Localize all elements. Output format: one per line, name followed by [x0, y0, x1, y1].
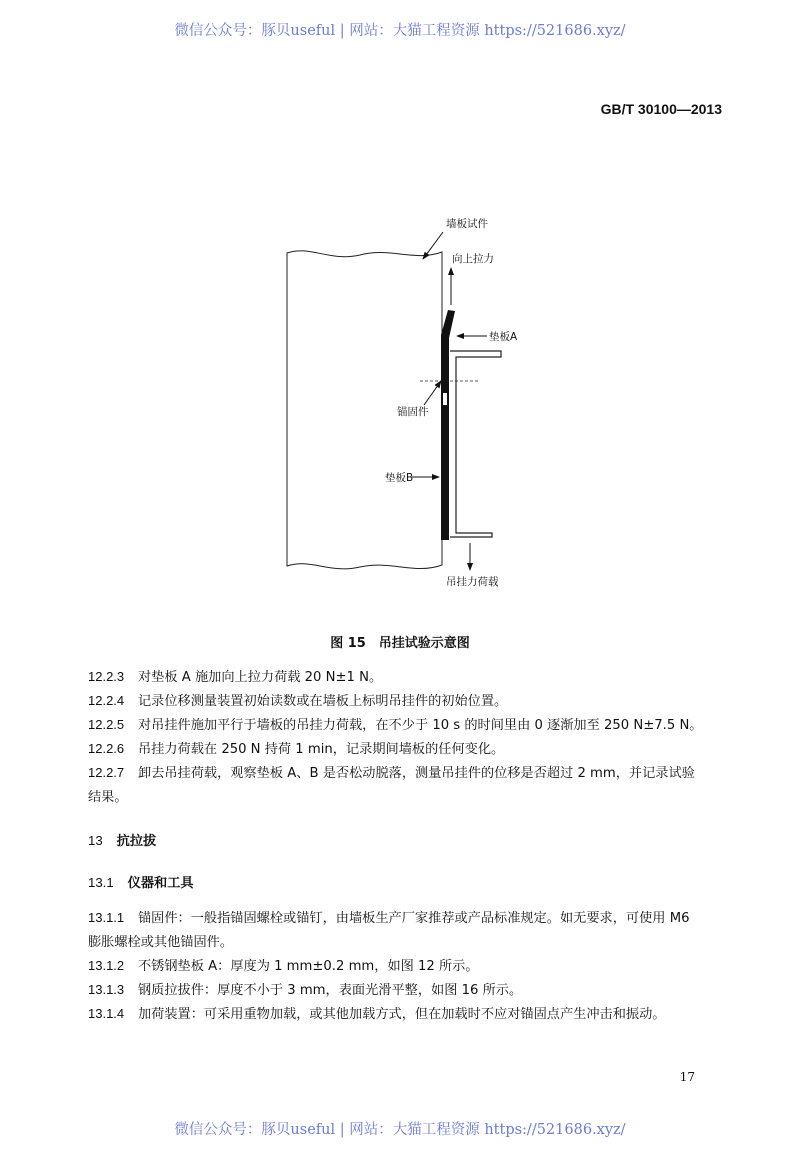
hanger-bracket	[450, 351, 501, 537]
clause: 12.2.5 对吊挂件施加平行于墙板的吊挂力荷载，在不少于 10 s 的时间里由 0 逐渐加至 250 N±7.5 N。	[88, 717, 703, 733]
page-number: 17	[679, 1070, 695, 1084]
clause: 12.2.3 对垫板 A 施加向上拉力荷载 20 N±1 N。	[88, 669, 383, 685]
clause: 13.1.2 不锈钢垫板 A：厚度为 1 mm±0.2 mm，如图 12 所示。	[88, 958, 479, 974]
figure-caption: 图 15 吊挂试验示意图	[330, 636, 470, 651]
clause: 12.2.6 吊挂力荷载在 250 N 持荷 1 min，记录期间墙板的任何变化。	[88, 741, 505, 757]
section-heading-13: 13 抗拉拔	[88, 833, 157, 849]
watermark-bottom: 微信公众号：豚贝useful | 网站：大猫工程资源 https://521686.xyz/	[174, 1122, 626, 1138]
clause: 12.2.7 卸去吊挂荷载，观察垫板 A、B 是否松动脱落，测量吊挂件的位移是否超过 2 mm，并记录试验	[88, 765, 695, 781]
label-upward-pull: 向上拉力	[452, 253, 494, 265]
label-pad-a: 垫板A	[489, 331, 518, 343]
clause: 13.1.3 钢质拉拔件：厚度不小于 3 mm，表面光滑平整，如图 16 所示。	[88, 982, 523, 998]
clause: 13.1.1 锚固件：一般指锚固螺栓或锚钉，由墙板生产厂家推荐或产品标准规定。如无要求，可使用 M6	[88, 910, 690, 926]
clause-continuation: 结果。	[88, 790, 128, 805]
anchor-gap	[443, 393, 447, 405]
section-heading-13-1: 13.1 仪器和工具	[88, 875, 194, 891]
clause-continuation: 膨胀螺栓或其他锚固件。	[88, 935, 234, 950]
clause: 12.2.4 记录位移测量装置初始读数或在墙板上标明吊挂件的初始位置。	[88, 693, 508, 709]
watermark-top: 微信公众号：豚贝useful | 网站：大猫工程资源 https://521686.xyz/	[174, 23, 626, 39]
label-hanging-load: 吊挂力荷载	[446, 576, 499, 588]
clause: 13.1.4 加荷装置：可采用重物加载，或其他加载方式，但在加载时不应对锚固点产生冲击和振动。	[88, 1006, 666, 1022]
standard-number: GB/T 30100—2013	[600, 101, 722, 117]
label-wall-specimen: 墙板试件	[446, 218, 488, 230]
label-pad-b: 垫板B	[385, 472, 414, 484]
pad-b	[441, 310, 455, 540]
label-anchor: 锚固件	[397, 406, 429, 418]
